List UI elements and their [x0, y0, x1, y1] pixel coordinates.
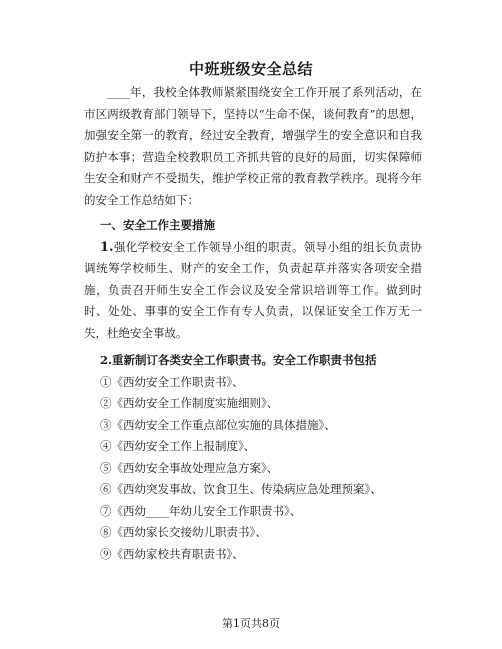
list-item: ③《西幼安全工作重点部位实施的具体措施》、 — [100, 417, 336, 432]
document-title: 中班班级安全总结 — [188, 60, 313, 78]
list-item: ①《西幼安全工作职责书》、 — [100, 374, 244, 389]
list-item: ⑦《西幼____年幼儿安全工作职责书》、 — [100, 503, 302, 518]
list-item: ⑨《西幼家校共育职责书》、 — [100, 546, 244, 561]
list-item: ④《西幼安全工作上报制度》、 — [100, 439, 256, 453]
duty-list — [84, 372, 422, 566]
intro-paragraph: ____年，我校全体教师紧紧围绕安全工作开展了系列活动，在市区两级教育部门领导下，坚持以“生命不保，谈何教育”的思想，加强安全第一的教育，经过安全教育，增强学生的安全意识和自我防护本事；营造全校教职员工齐抓共管的良好的局面，切实保障师生安全和财产不受损失，维护学校正常的教育教学秩序。现将今年的安全工作总结如下： — [84, 85, 422, 207]
section-heading: 一、安全工作主要措施 — [100, 218, 215, 232]
list-item: ⑧《西幼家长交接幼儿职责书》、 — [100, 525, 267, 539]
item1-text: 强化学校安全工作领导小组的职责。领导小组的组长负责协调统筹学校师生、财产的安全工作，负责起草并落实各项安全措施，负责召开师生安全工作会议及安全常识培训等工作。做到时时、处处、事事的安全工作有专人负责，以保证安全工作万无一失，杜绝安全事故。 — [84, 239, 422, 340]
item1-paragraph — [84, 237, 422, 345]
item2-heading: 2.重新制订各类安全工作职责书。安全工作职责书包括 — [100, 353, 377, 367]
item1-number: 1. — [100, 239, 114, 255]
page-number: 第1页共8页 — [222, 617, 280, 630]
list-item: ②《西幼安全工作制度实施细则》、 — [100, 396, 279, 410]
list-item: ⑤《西幼安全事故处理应急方案》、 — [100, 460, 279, 475]
document-body — [84, 82, 422, 565]
list-item: ⑥《西幼突发事故、饮食卫生、传染病应急处理预案》、 — [100, 482, 382, 496]
